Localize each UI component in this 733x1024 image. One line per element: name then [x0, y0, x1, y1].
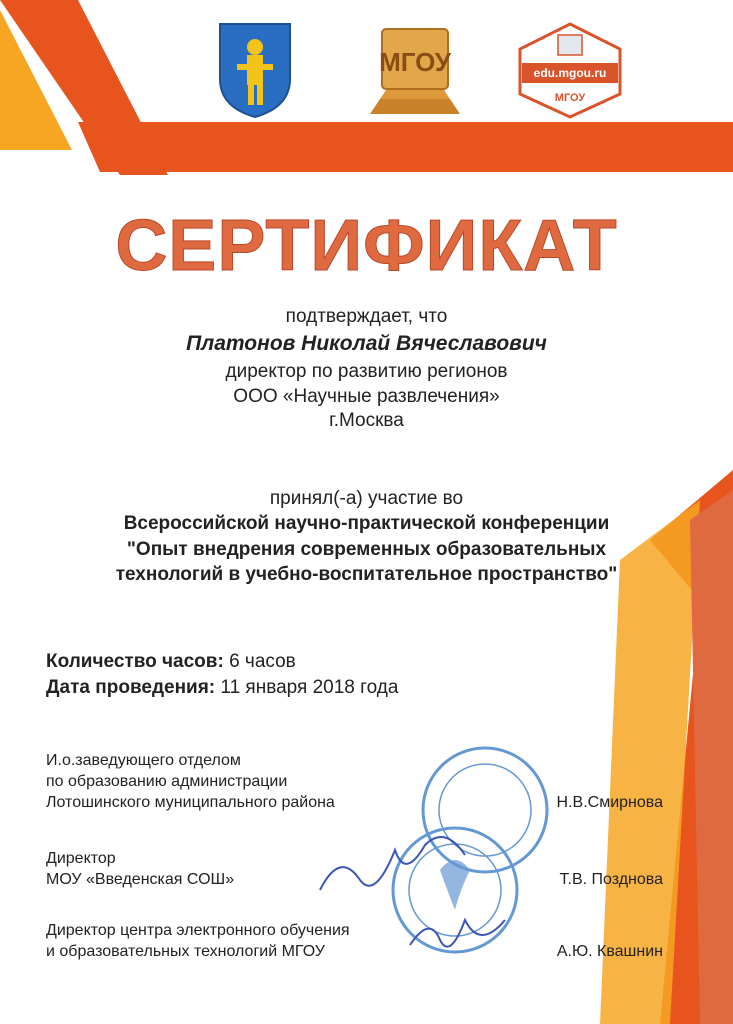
person-position: директор по развитию регионов [225, 361, 508, 382]
event-line-3: технологий в учебно-воспитательное пространство" [115, 564, 618, 585]
logo-row [0, 14, 733, 118]
signature-block-3 [46, 920, 350, 962]
signature-1-title-line: Лотошинского муниципального района [46, 794, 335, 811]
official-stamp [393, 748, 547, 952]
hours-row [46, 648, 296, 676]
signature-3-title-line: и образовательных технологий МГОУ [46, 943, 325, 960]
edu-badge-site: edu.mgou.ru [533, 66, 607, 80]
confirms-text: подтверждает, что [285, 306, 448, 327]
signature-1-title-line: по образованию администрации [46, 773, 288, 790]
mgou-emblem-text: МГОУ [379, 47, 451, 77]
signature-block-1 [46, 750, 335, 813]
top-orange-band [78, 122, 733, 172]
signature-1-name: Н.В.Смирнова [556, 794, 663, 811]
hours-label: Количество часов: [46, 651, 224, 672]
edu-mgou-badge-icon [510, 19, 630, 119]
signature-1-title-line: И.о.заведующего отделом [46, 752, 241, 769]
signature-2-title-line: Директор [46, 850, 116, 867]
signature-2-title-line: МОУ «Введенская СОШ» [46, 871, 235, 888]
person-name: Платонов Николай Вячеславович [186, 332, 547, 355]
hours-value: 6 часов [229, 651, 296, 672]
date-row [46, 674, 398, 702]
signature-2-name: Т.В. Позднова [559, 871, 663, 888]
person-organization: ООО «Научные развлечения» [233, 386, 500, 407]
edu-badge-org: МГОУ [554, 92, 586, 104]
signature-3-title-line: Директор центра электронного обучения [46, 922, 350, 939]
person-city: г.Москва [329, 410, 404, 431]
mgou-emblem-icon [360, 19, 470, 119]
event-line-2: "Опыт внедрения современных образовательных [126, 539, 607, 560]
signature-block-2 [46, 848, 234, 890]
date-value: 11 января 2018 года [220, 677, 399, 698]
participated-text: принял(-а) участие во [269, 488, 464, 509]
certificate-title: СЕРТИФИКАТ [115, 206, 618, 286]
signature-3-name: А.Ю. Квашнин [556, 943, 663, 960]
event-line-1: Всероссийской научно-практической конференции [123, 513, 610, 534]
date-label: Дата проведения: [46, 677, 216, 698]
coat-of-arms-icon [215, 19, 295, 119]
